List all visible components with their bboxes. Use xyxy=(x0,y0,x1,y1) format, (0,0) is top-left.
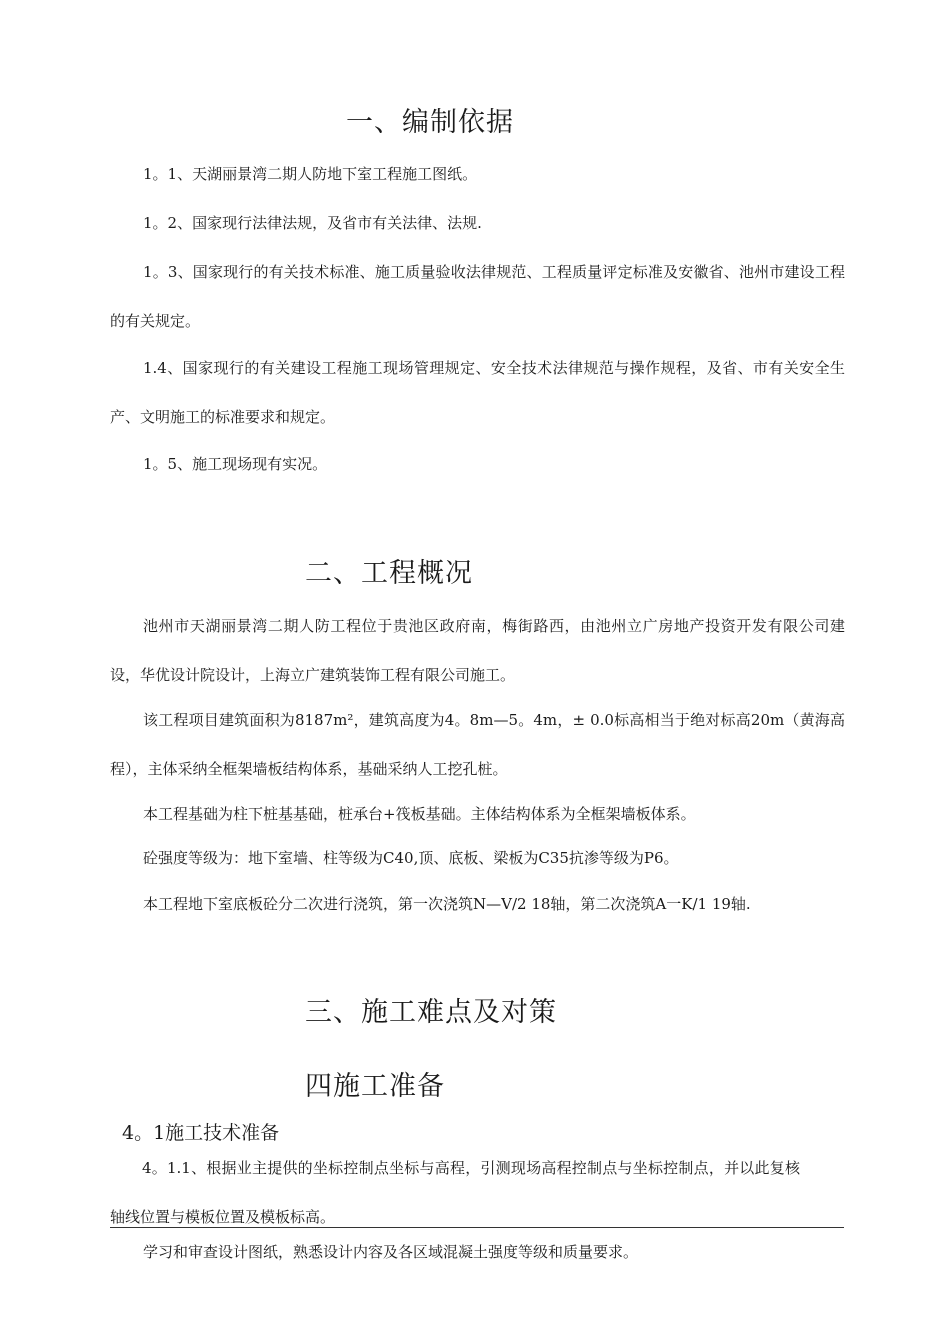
paragraph-4-1-1: 4。1.1、根据业主提供的坐标控制点坐标与高程，引测现场高程控制点与坐标控制点，并以此复核轴线位置与模板位置及模板标高。 xyxy=(110,1159,800,1226)
heading-2: 二、工程概况 xyxy=(305,558,473,589)
heading-1: 一、编制依据 xyxy=(346,107,514,138)
paragraph-2-5: 本工程地下室底板砼分二次进行浇筑，第一次浇筑N—V/2 18轴，第二次浇筑A一K/1 19轴. xyxy=(143,895,751,913)
subheading-4-1: 4。1施工技术准备 xyxy=(122,1122,280,1144)
paragraph-2-2: 该工程项目建筑面积为8187m²，建筑高度为4。8m—5。4m，± 0.0标高相当于绝对标高20m（黄海高程），主体采纳全框架墙板结构体系，基础采纳人工挖孔桩。 xyxy=(110,711,845,778)
paragraph-1-1: 1。1、天湖丽景湾二期人防地下室工程施工图纸。 xyxy=(143,165,478,183)
paragraph-1-3: 1。3、国家现行的有关技术标准、施工质量验收法律规范、工程质量评定标准及安徽省、池州市建设工程的有关规定。 xyxy=(110,263,845,330)
paragraph-4-2: 学习和审查设计图纸，熟悉设计内容及各区域混凝土强度等级和质量要求。 xyxy=(143,1243,639,1261)
heading-3: 三、施工难点及对策 xyxy=(305,997,557,1028)
paragraph-2-1: 池州市天湖丽景湾二期人防工程位于贵池区政府南，梅街路西，由池州立广房地产投资开发有限公司建设，华优设计院设计，上海立广建筑装饰工程有限公司施工。 xyxy=(110,617,845,684)
heading-4: 四施工准备 xyxy=(305,1071,445,1102)
paragraph-1-5: 1。5、施工现场现有实况。 xyxy=(143,455,328,473)
paragraph-2-4: 砼强度等级为：地下室墙、柱等级为C40,顶、底板、梁板为C35抗渗等级为P6。 xyxy=(143,849,679,867)
paragraph-1-2: 1。2、国家现行法律法规，及省市有关法律、法规. xyxy=(143,214,482,232)
paragraph-1-4: 1.4、国家现行的有关建设工程施工现场管理规定、安全技术法律规范与操作规程，及省、市有关安全生产、文明施工的标准要求和规定。 xyxy=(110,359,845,426)
paragraph-2-3: 本工程基础为柱下桩基基础，桩承台+筏板基础。主体结构体系为全框架墙板体系。 xyxy=(143,805,696,823)
